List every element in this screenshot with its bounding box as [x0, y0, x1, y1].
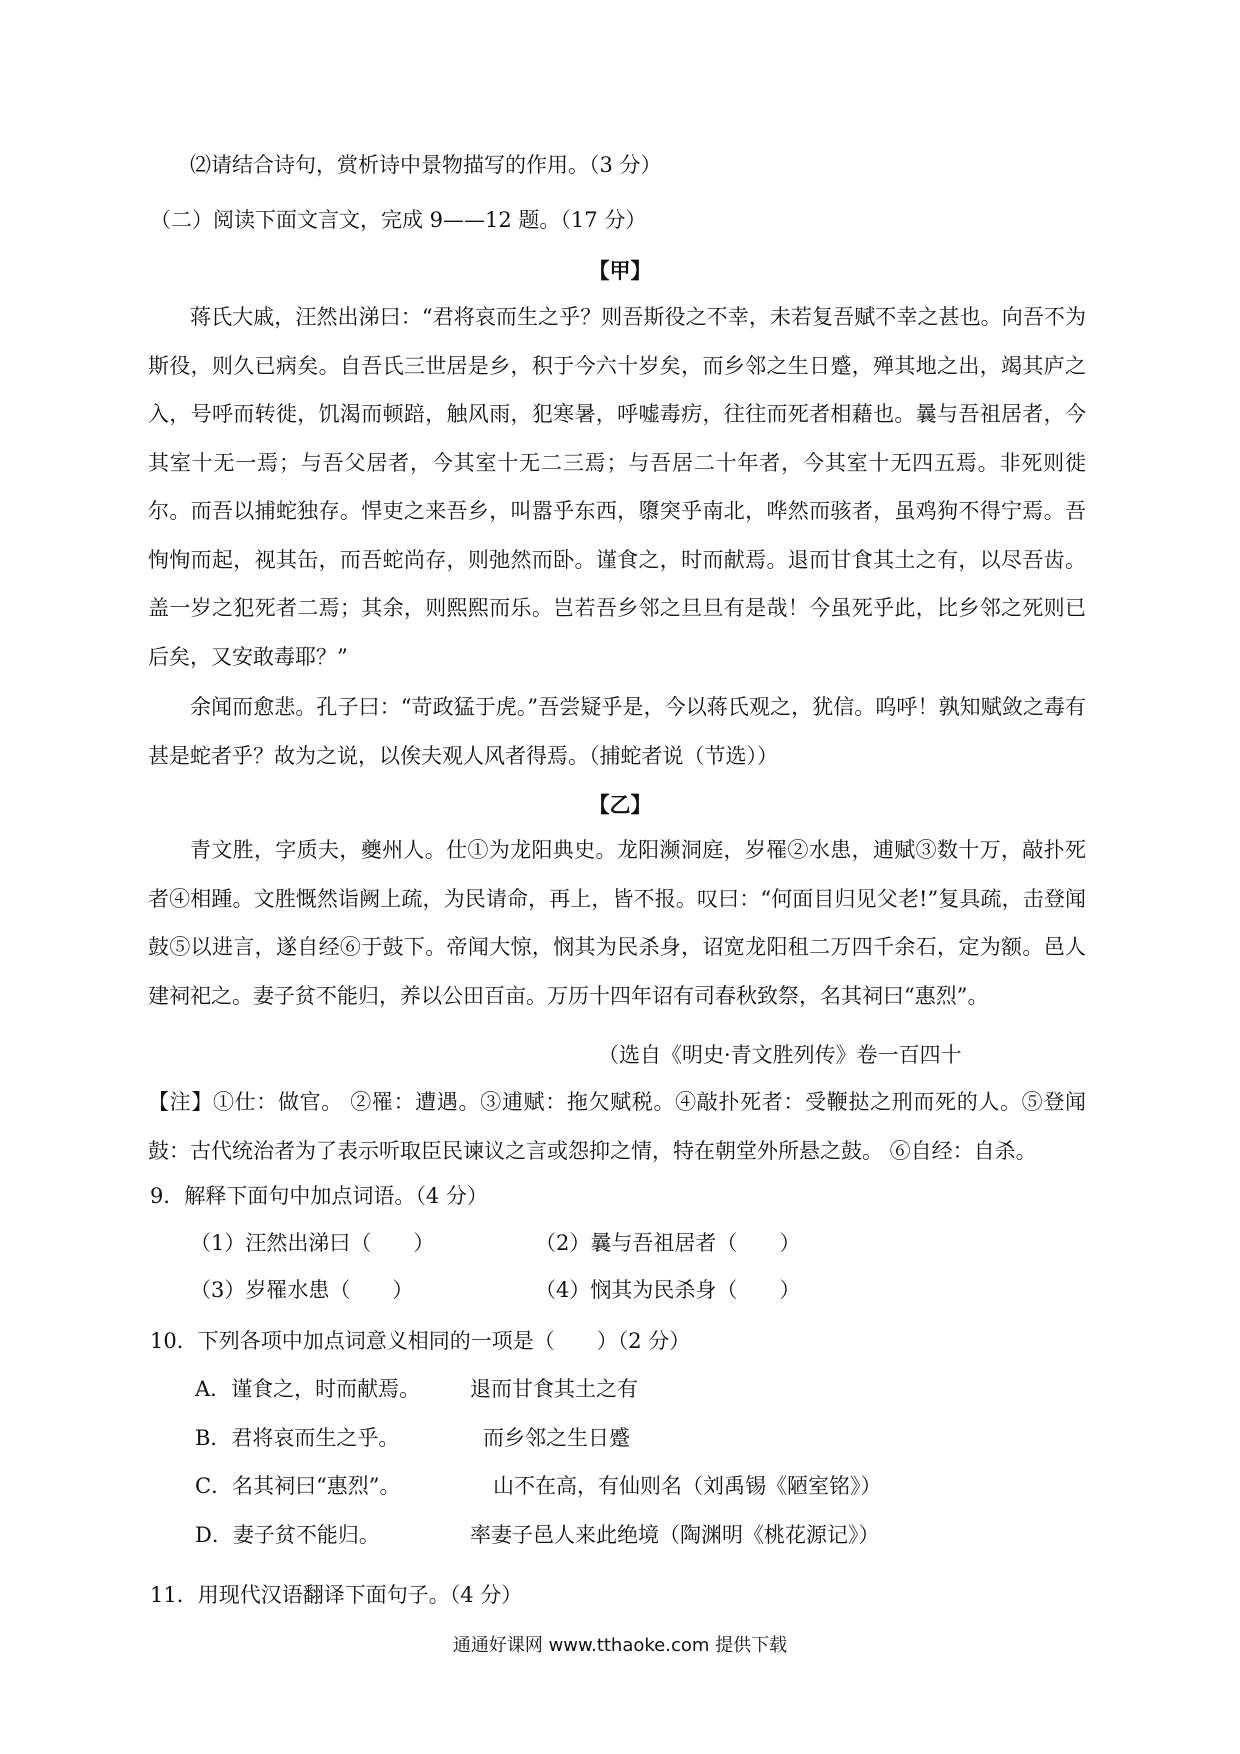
q9-stem: 9．解释下面句中加点词语。（4 分） [150, 1184, 488, 1208]
notes: 【注】①仕：做官。 ②罹：遭遇。③逋赋：拖欠赋税。④敲扑死者：受鞭挞之刑而死的人。⑤登闻鼓：古代统治者为了表示听取臣民谏议之言或怨抑之情，特在朝堂外所悬之鼓。 ⑥自经：自杀。 [148, 1090, 1086, 1163]
q11-stem: 11．用现代汉语翻译下面句子。（4 分） [150, 1583, 523, 1607]
q10-stem: 10．下列各项中加点词意义相同的一项是（ ）（2 分） [150, 1329, 691, 1353]
q9-item-2: （2）曩与吾祖居者（ ） [535, 1231, 801, 1255]
q10-option-c-right: 山不在高，有仙则名（刘禹锡《陋室铭》） [493, 1474, 882, 1498]
q10-option-d-left: D．妻子贫不能归。 [195, 1523, 380, 1547]
q10-option-a-right: 退而甘食其土之有 [470, 1377, 638, 1401]
q10-option-c-left: C．名其祠曰“惠烈”。 [195, 1474, 401, 1498]
q10-option-b-right: 而乡邻之生日蹙 [483, 1426, 630, 1450]
q9-item-4: （4）悯其为民杀身（ ） [535, 1278, 801, 1302]
yi-source: （选自《明史·青文胜列传》卷一百四十 [598, 1043, 962, 1067]
q10-option-d-right: 率妻子邑人来此绝境（陶渊明《桃花源记》） [470, 1523, 880, 1547]
jia-header: 【甲】 [588, 258, 652, 283]
section2-title: （二）阅读下面文言文，完成 9——12 题。（17 分） [150, 208, 647, 232]
q9-item-3: （3）岁罹水患（ ） [190, 1278, 414, 1302]
yi-paragraph: 青文胜，字质夫，夔州人。仕①为龙阳典史。龙阳濒洞庭，岁罹②水患，逋赋③数十万，敲扑死者④相踵。文胜慨然诣阙上疏，为民请命，再上，皆不报。叹曰：“何面目归见父老!”复具疏，击登闻鼓⑤以进言，遂自经⑥于鼓下。帝闻大惊，悯其为民杀身，诏宽龙阳租二万四千余石，定为额。邑人建祠祀之。妻子贫不能归，养以公田百亩。万历十四年诏有司春秋致祭，名其祠曰“惠烈”。 [148, 838, 1086, 1008]
q9-item-1: （1）汪然出涕曰（ ） [190, 1231, 435, 1255]
yi-header: 【乙】 [588, 792, 652, 817]
jia-paragraph-1: 蒋氏大戚，汪然出涕曰：“君将哀而生之乎？则吾斯役之不幸，未若复吾赋不幸之甚也。向吾不为斯役，则久已病矣。自吾氏三世居是乡，积于今六十岁矣，而乡邻之生日蹙，殚其地之出，竭其庐之入，号呼而转徙，饥渴而顿踣，触风雨，犯寒暑，呼嘘毒疠，往往而死者相藉也。曩与吾祖居者，今其室十无一焉；与吾父居者，今其室十无二三焉；与吾居二十年者，今其室十无四五焉。非死则徙尔。而吾以捕蛇独存。悍吏之来吾乡，叫嚣乎东西，隳突乎南北，哗然而骇者，虽鸡狗不得宁焉。吾恂恂而起，视其缶，而吾蛇尚存，则弛然而卧。谨食之，时而献焉。退而甘食其土之有，以尽吾齿。盖一岁之犯死者二焉；其余，则熙熙而乐。岂若吾乡邻之旦旦有是哉！今虽死乎此，比乡邻之死则已后矣，又安敢毒耶？” [148, 305, 1086, 669]
q10-option-a-left: A．谨食之，时而献焉。 [195, 1377, 421, 1401]
q8-part2: ⑵请结合诗句，赏析诗中景物描写的作用。（3 分） [190, 153, 662, 177]
page-footer: 通通好课网 www.tthaoke.com 提供下载 [452, 1635, 788, 1656]
jia-paragraph-2: 余闻而愈悲。孔子曰：“苛政猛于虎。”吾尝疑乎是，今以蒋氏观之，犹信。呜呼！孰知赋敛之毒有甚是蛇者乎？故为之说，以俟夫观人风者得焉。（捕蛇者说（节选）） [148, 695, 1086, 768]
q10-option-b-left: B．君将哀而生之乎。 [195, 1426, 400, 1450]
